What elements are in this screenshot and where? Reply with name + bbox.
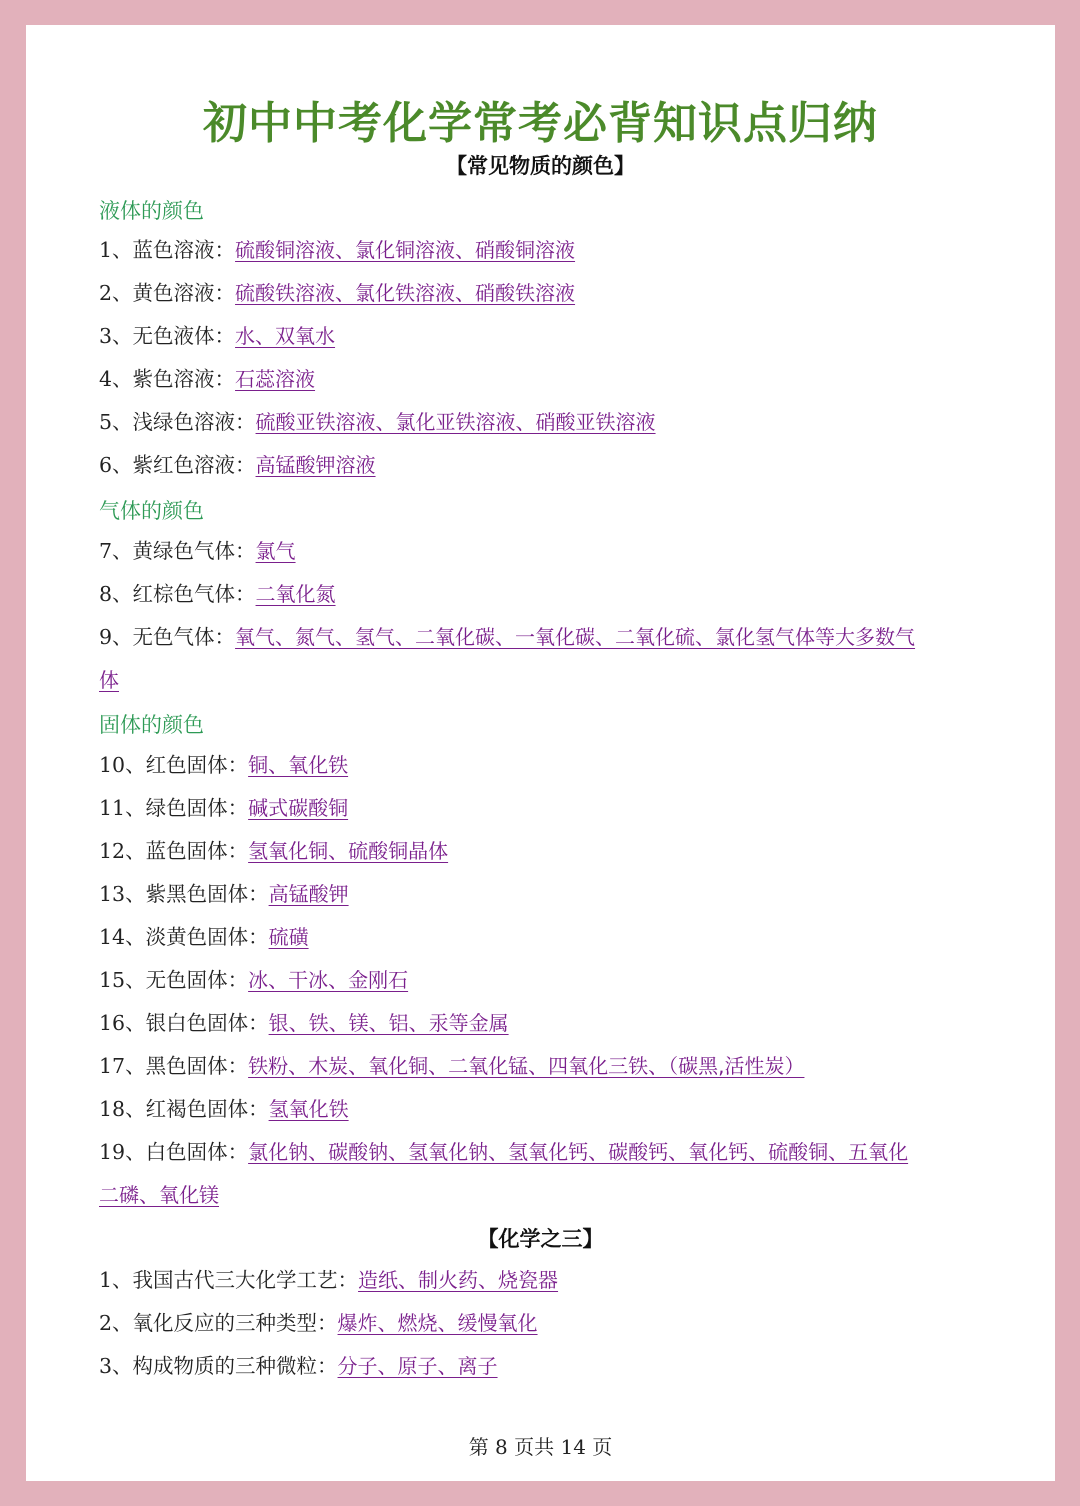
heading-gas: 气体的颜色 (99, 499, 204, 523)
list-item: 8、红棕色气体：二氧化氮 (99, 582, 336, 606)
list-item: 2、氧化反应的三种类型：爆炸、燃烧、缓慢氧化 (99, 1311, 538, 1335)
heading-solid: 固体的颜色 (99, 713, 204, 737)
list-item: 3、构成物质的三种微粒：分子、原子、离子 (99, 1354, 498, 1378)
list-item: 5、浅绿色溶液：硫酸亚铁溶液、氯化亚铁溶液、硝酸亚铁溶液 (99, 410, 656, 434)
list-item: 13、紫黑色固体：高锰酸钾 (99, 882, 349, 906)
list-item: 9、无色气体：氧气、氮气、氢气、二氧化碳、一氧化碳、二氧化硫、氯化氢气体等大多数气 (99, 625, 916, 649)
list-item: 19、白色固体：氯化钠、碳酸钠、氢氧化钠、氢氧化钙、碳酸钙、氧化钙、硫酸铜、五氧化 (99, 1140, 909, 1164)
list-item: 14、淡黄色固体：硫磺 (99, 925, 309, 949)
list-item: 11、绿色固体：碱式碳酸铜 (99, 796, 349, 820)
list-item: 1、我国古代三大化学工艺：造纸、制火药、烧瓷器 (99, 1268, 559, 1292)
list-item: 7、黄绿色气体：氯气 (99, 539, 296, 563)
page-number-footer: 第 8 页共 14 页 (468, 1435, 613, 1459)
list-item: 1、蓝色溶液：硫酸铜溶液、氯化铜溶液、硝酸铜溶液 (99, 238, 576, 262)
list-item: 3、无色液体：水、双氧水 (99, 324, 336, 348)
section-title-colors: 【常见物质的颜色】 (446, 154, 635, 178)
list-item: 12、蓝色固体：氢氧化铜、硫酸铜晶体 (99, 839, 449, 863)
list-item: 10、红色固体：铜、氧化铁 (99, 753, 349, 777)
list-item-continuation: 二磷、氧化镁 (99, 1183, 219, 1207)
document-page (26, 25, 1055, 1481)
section-title-threes: 【化学之三】 (477, 1227, 604, 1251)
list-item-continuation: 体 (99, 668, 119, 692)
list-item: 2、黄色溶液：硫酸铁溶液、氯化铁溶液、硝酸铁溶液 (99, 281, 576, 305)
list-item: 16、银白色固体：银、铁、镁、铝、汞等金属 (99, 1011, 509, 1035)
heading-liquid: 液体的颜色 (99, 199, 204, 223)
list-item: 18、红褐色固体：氢氧化铁 (99, 1097, 349, 1121)
page-title: 初中中考化学常考必背知识点归纳 (203, 98, 878, 149)
list-item: 17、黑色固体：铁粉、木炭、氧化铜、二氧化锰、四氧化三铁、（碳黑,活性炭） (99, 1054, 805, 1078)
list-item: 15、无色固体：冰、干冰、金刚石 (99, 968, 409, 992)
list-item: 4、紫色溶液：石蕊溶液 (99, 367, 316, 391)
list-item: 6、紫红色溶液：高锰酸钾溶液 (99, 453, 376, 477)
